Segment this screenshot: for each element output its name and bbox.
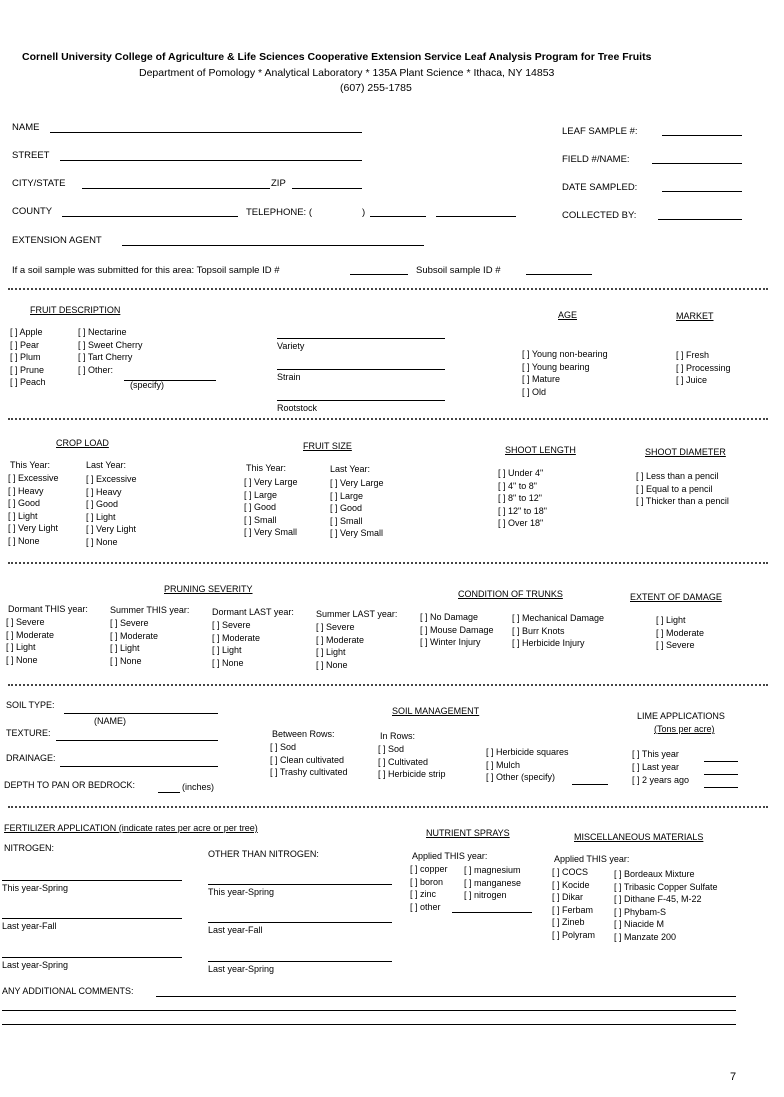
checkbox-lime-this-year[interactable]: [ ] This year [632,749,679,759]
leaf-sample-field[interactable] [662,135,742,136]
texture-label: TEXTURE: [6,728,51,738]
checkbox-mature[interactable]: [ ] Mature [522,374,561,385]
checkbox-none[interactable]: [ ] None [110,655,142,666]
checkbox-thicker-than-pencil[interactable]: [ ] Thicker than a pencil [636,496,729,507]
checkbox-good[interactable]: [ ] Good [86,499,119,510]
texture-field[interactable] [56,740,218,741]
checkbox-bordeaux-mixture[interactable]: [ ] Bordeaux Mixture [614,869,695,879]
checkbox-processing[interactable]: [ ] Processing [676,362,731,373]
page-number: 7 [730,1071,737,1083]
name-label: NAME [12,122,40,133]
checkbox-polyram[interactable]: [ ] Polyram [552,929,596,940]
checkbox-equal-to-pencil[interactable]: [ ] Equal to a pencil [636,483,713,494]
checkbox-light[interactable]: [ ] Light [212,645,242,656]
drainage-field[interactable] [60,766,218,767]
additional-comments-label: ANY ADDITIONAL COMMENTS: [2,986,134,996]
divider [8,288,768,290]
checkbox-phybam-s[interactable]: [ ] Phybam-S [614,906,667,917]
sprays-options-1 [410,863,448,913]
checkbox-tribasic-copper-sulfate[interactable]: [ ] Tribasic Copper Sulfate [614,881,718,892]
name-field[interactable] [50,132,362,133]
depth-label: DEPTH TO PAN OR BEDROCK: [4,780,136,790]
checkbox-good[interactable]: [ ] Good [330,503,363,514]
checkbox-large[interactable]: [ ] Large [330,490,364,501]
checkbox-light[interactable]: [ ] Light [110,643,140,654]
checkbox-other[interactable]: [ ] other [410,901,441,912]
header-line-3: (607) 255-1785 [340,82,412,94]
county-label: COUNTY [12,206,53,217]
age-title: AGE [558,310,578,320]
crop-this-year-options [8,472,59,548]
checkbox-severe[interactable]: [ ] Severe [212,620,251,630]
lime-this-year-field[interactable] [704,761,738,762]
subsoil-id-field[interactable] [526,274,592,275]
checkbox-pear[interactable]: [ ] Pear [10,339,40,350]
nitrogen-last-year-spring-field[interactable] [2,957,182,958]
checkbox-moderate[interactable]: [ ] Moderate [6,629,55,640]
strain-field[interactable] [277,369,445,370]
checkbox-sod[interactable]: [ ] Sod [378,744,405,754]
checkbox-very-large[interactable]: [ ] Very Large [330,478,384,488]
checkbox-good[interactable]: [ ] Good [244,502,277,513]
checkbox-mulch[interactable]: [ ] Mulch [486,759,521,770]
checkbox-none[interactable]: [ ] None [212,657,244,668]
between-rows-label: Between Rows: [272,729,335,739]
drainage-label: DRAINAGE: [6,753,56,763]
checkbox-very-small[interactable]: [ ] Very Small [330,528,384,539]
soil-sample-question: If a soil sample was submitted for this area: Topsoil sample ID # [12,265,280,276]
crop-last-year-label: Last Year: [86,460,127,470]
nitrogen-last-year-fall-label: Last year-Fall [2,921,57,931]
checkbox-4-to-8[interactable]: [ ] 4" to 8" [498,480,537,491]
checkbox-other[interactable]: [ ] Other: [78,364,114,375]
checkbox-moderate[interactable]: [ ] Moderate [212,632,261,643]
checkbox-kocide[interactable]: [ ] Kocide [552,879,590,890]
subsoil-label: Subsoil sample ID # [416,265,501,276]
extension-agent-field[interactable] [122,245,424,246]
checkbox-light[interactable]: [ ] Light [316,647,346,658]
header-line-2: Department of Pomology * Analytical Laboratory * 135A Plant Science * Ithaca, NY 14853 [139,67,555,79]
lime-2-years-field[interactable] [704,787,738,788]
checkbox-boron[interactable]: [ ] boron [410,876,444,887]
size-this-year-options [244,476,298,539]
checkbox-lime-last-year[interactable]: [ ] Last year [632,762,680,772]
between-rows-options [270,741,348,779]
nutrient-sprays-title: NUTRIENT SPRAYS [426,828,510,838]
checkbox-dithane[interactable]: [ ] Dithane F-45, M-22 [614,894,702,905]
checkbox-juice[interactable]: [ ] Juice [676,375,708,386]
checkbox-severe[interactable]: [ ] Severe [6,617,45,627]
zip-field[interactable] [292,188,362,189]
checkbox-plum[interactable]: [ ] Plum [10,352,41,363]
dormant-last-year-label: Dormant LAST year: [212,607,294,617]
divider [8,562,768,564]
in-rows-label: In Rows: [380,731,416,741]
checkbox-nectarine[interactable]: [ ] Nectarine [78,327,127,337]
variety-label: Variety [277,341,305,351]
shoot-length-options [498,467,547,530]
misc-options-2 [614,868,718,944]
checkbox-light[interactable]: [ ] Light [656,615,686,625]
checkbox-zineb[interactable]: [ ] Zineb [552,917,585,928]
checkbox-very-large[interactable]: [ ] Very Large [244,477,298,487]
checkbox-none[interactable]: [ ] None [6,654,38,665]
fruit-col-1 [10,326,46,389]
divider [8,806,768,808]
checkbox-large[interactable]: [ ] Large [244,489,278,500]
other-this-year-spring-label: This year-Spring [208,887,275,897]
checkbox-tart-cherry[interactable]: [ ] Tart Cherry [78,352,133,363]
fruit-col-2 [78,326,143,376]
city-state-label: CITY/STATE [12,178,66,189]
checkbox-herbicide-squares[interactable]: [ ] Herbicide squares [486,747,569,757]
checkbox-lime-2-years-ago[interactable]: [ ] 2 years ago [632,775,690,785]
checkbox-under-4[interactable]: [ ] Under 4" [498,468,544,478]
checkbox-herbicide-injury[interactable]: [ ] Herbicide Injury [512,638,585,649]
sprays-options-2 [464,864,521,902]
other-specify-field[interactable] [572,784,608,785]
nitrogen-label: NITROGEN: [4,843,55,853]
checkbox-peach[interactable]: [ ] Peach [10,377,46,388]
comments-line-2[interactable] [2,1010,736,1011]
checkbox-over-18[interactable]: [ ] Over 18" [498,518,544,529]
other-last-year-spring-label: Last year-Spring [208,964,275,974]
in-rows-options [378,743,446,781]
nitrogen-this-year-spring-label: This year-Spring [2,883,69,893]
inches-label: (inches) [182,782,215,792]
telephone-number-field[interactable] [436,216,516,217]
checkbox-mouse-damage[interactable]: [ ] Mouse Damage [420,624,494,635]
shoot-diameter-title: SHOOT DIAMETER [645,447,726,457]
age-options [522,348,608,398]
summer-this-year-label: Summer THIS year: [110,605,190,615]
misc-applied-label: Applied THIS year: [554,854,630,864]
date-sampled-field[interactable] [662,191,742,192]
specify-label: (specify) [130,380,165,390]
soil-type-label: SOIL TYPE: [6,700,55,710]
trunk-options-1 [420,611,494,649]
checkbox-niacide-m[interactable]: [ ] Niacide M [614,919,665,930]
lime-applications-title: LIME APPLICATIONS [637,711,725,721]
other-last-year-fall-field[interactable] [208,922,392,923]
checkbox-light[interactable]: [ ] Light [86,511,116,522]
nitrogen-last-year-spring-label: Last year-Spring [2,960,69,970]
telephone-paren: ) [362,207,366,218]
summer-this-year-options [110,617,158,667]
checkbox-small[interactable]: [ ] Small [244,514,277,525]
checkbox-heavy[interactable]: [ ] Heavy [8,485,44,496]
checkbox-cocs[interactable]: [ ] COCS [552,867,589,877]
checkbox-no-damage[interactable]: [ ] No Damage [420,612,479,622]
comments-line-1[interactable] [156,996,736,997]
checkbox-dikar[interactable]: [ ] Dikar [552,892,584,903]
depth-field[interactable] [158,792,180,793]
checkbox-old[interactable]: [ ] Old [522,386,547,397]
county-field[interactable] [62,216,238,217]
checkbox-mechanical-damage[interactable]: [ ] Mechanical Damage [512,613,605,623]
crop-load-title: CROP LOAD [56,438,109,448]
checkbox-12-to-18[interactable]: [ ] 12" to 18" [498,505,547,516]
checkbox-manganese[interactable]: [ ] manganese [464,877,522,888]
dormant-last-year-options [212,619,260,669]
date-sampled-label: DATE SAMPLED: [562,182,638,193]
rootstock-field[interactable] [277,400,445,401]
summer-last-year-label: Summer LAST year: [316,609,398,619]
in-rows-options-2 [486,746,569,784]
checkbox-trashy-cultivated[interactable]: [ ] Trashy cultivated [270,767,348,778]
trunk-options-2 [512,612,604,650]
collected-by-label: COLLECTED BY: [562,210,637,221]
other-last-year-fall-label: Last year-Fall [208,925,263,935]
summer-last-year-options [316,621,364,671]
misc-options-1 [552,866,595,942]
shoot-diameter-options [636,470,729,508]
fertilizer-title [4,823,258,833]
market-title: MARKET [676,311,714,321]
checkbox-less-than-pencil[interactable]: [ ] Less than a pencil [636,471,719,481]
other-last-year-spring-field[interactable] [208,961,392,962]
soil-name-label: (NAME) [94,716,126,726]
checkbox-severe[interactable]: [ ] Severe [656,640,695,651]
checkbox-copper[interactable]: [ ] copper [410,864,448,874]
checkbox-sweet-cherry[interactable]: [ ] Sweet Cherry [78,339,143,350]
strain-label: Strain [277,372,301,382]
checkbox-nitrogen[interactable]: [ ] nitrogen [464,890,507,901]
checkbox-other[interactable]: [ ] Other (specify) [486,772,556,783]
variety-field[interactable] [277,338,445,339]
checkbox-severe[interactable]: [ ] Severe [110,618,149,628]
checkbox-cultivated[interactable]: [ ] Cultivated [378,756,429,767]
checkbox-small[interactable]: [ ] Small [330,515,363,526]
checkbox-young-non-bearing[interactable]: [ ] Young non-bearing [522,349,608,359]
checkbox-sod[interactable]: [ ] Sod [270,742,297,752]
checkbox-apple[interactable]: [ ] Apple [10,327,43,337]
checkbox-moderate[interactable]: [ ] Moderate [316,634,365,645]
checkbox-fresh[interactable]: [ ] Fresh [676,350,710,360]
checkbox-excessive[interactable]: [ ] Excessive [86,474,137,484]
fertilizer-title-text: FERTILIZER APPLICATION (indicate rates per acre or per tree) [4,823,258,833]
miscellaneous-materials-title: MISCELLANEOUS MATERIALS [574,832,704,842]
zip-label: ZIP [271,178,286,189]
spray-other-field[interactable] [452,912,532,913]
divider [8,418,768,420]
other-this-year-spring-field[interactable] [208,884,392,885]
pruning-severity-title: PRUNING SEVERITY [164,584,253,594]
soil-management-title: SOIL MANAGEMENT [392,706,480,716]
size-last-year-label: Last Year: [330,464,371,474]
checkbox-prune[interactable]: [ ] Prune [10,364,45,375]
lime-last-year-field[interactable] [704,774,738,775]
fruit-description-title: FRUIT DESCRIPTION [30,305,121,315]
dormant-this-year-options [6,616,54,666]
checkbox-manzate-200[interactable]: [ ] Manzate 200 [614,931,677,942]
checkbox-very-light[interactable]: [ ] Very Light [8,523,59,534]
checkbox-none[interactable]: [ ] None [316,659,348,670]
field-name-field[interactable] [652,163,742,164]
checkbox-excessive[interactable]: [ ] Excessive [8,473,59,483]
checkbox-light[interactable]: [ ] Light [6,642,36,653]
city-state-field[interactable] [82,188,270,189]
checkbox-none[interactable]: [ ] None [8,535,40,546]
fruit-size-title: FRUIT SIZE [303,441,352,451]
crop-last-year-options [86,473,137,549]
checkbox-winter-injury[interactable]: [ ] Winter Injury [420,637,481,648]
checkbox-magnesium[interactable]: [ ] magnesium [464,865,521,875]
street-label: STREET [12,150,50,161]
telephone-prefix-field[interactable] [370,216,426,217]
collected-by-field[interactable] [658,219,742,220]
street-field[interactable] [60,160,362,161]
header-line-1: Cornell University College of Agriculture & Life Sciences Cooperative Extension Service Leaf Analysis Program for Tree Fruits [22,51,652,63]
checkbox-young-bearing[interactable]: [ ] Young bearing [522,361,590,372]
divider [8,684,768,686]
extension-agent-label: EXTENSION AGENT [12,235,102,246]
lime-options [632,748,689,787]
size-this-year-label: This Year: [246,463,287,473]
lime-unit-label: (Tons per acre) [654,724,715,734]
market-options [676,349,731,387]
checkbox-burr-knots[interactable]: [ ] Burr Knots [512,625,565,636]
topsoil-id-field[interactable] [350,274,408,275]
other-than-nitrogen-label: OTHER THAN NITROGEN: [208,849,319,859]
condition-of-trunks-title: CONDITION OF TRUNKS [458,589,563,599]
nitrogen-this-year-spring-field[interactable] [2,880,182,881]
shoot-length-title: SHOOT LENGTH [505,445,576,455]
checkbox-herbicide-strip[interactable]: [ ] Herbicide strip [378,769,446,780]
leaf-sample-label: LEAF SAMPLE #: [562,126,638,137]
checkbox-heavy[interactable]: [ ] Heavy [86,486,122,497]
checkbox-none[interactable]: [ ] None [86,536,118,547]
checkbox-moderate[interactable]: [ ] Moderate [110,630,159,641]
checkbox-very-light[interactable]: [ ] Very Light [86,524,137,535]
sprays-applied-label: Applied THIS year: [412,851,488,861]
checkbox-clean-cultivated[interactable]: [ ] Clean cultivated [270,754,345,765]
checkbox-severe[interactable]: [ ] Severe [316,622,355,632]
checkbox-ferbam[interactable]: [ ] Ferbam [552,904,594,915]
checkbox-very-small[interactable]: [ ] Very Small [244,527,298,538]
telephone-label: TELEPHONE: ( [246,207,312,218]
checkbox-light[interactable]: [ ] Light [8,510,38,521]
dormant-this-year-label: Dormant THIS year: [8,604,88,614]
checkbox-zinc[interactable]: [ ] zinc [410,889,437,900]
size-last-year-options [330,477,384,540]
checkbox-8-to-12[interactable]: [ ] 8" to 12" [498,493,542,504]
checkbox-good[interactable]: [ ] Good [8,498,41,509]
crop-this-year-label: This Year: [10,460,51,470]
extent-of-damage-title: EXTENT OF DAMAGE [630,592,722,602]
comments-line-3[interactable] [2,1024,736,1025]
checkbox-moderate[interactable]: [ ] Moderate [656,627,705,638]
extent-of-damage-options [656,614,704,652]
soil-type-field[interactable] [64,713,218,714]
rootstock-label: Rootstock [277,403,318,413]
nitrogen-last-year-fall-field[interactable] [2,918,182,919]
field-name-label: FIELD #/NAME: [562,154,630,165]
